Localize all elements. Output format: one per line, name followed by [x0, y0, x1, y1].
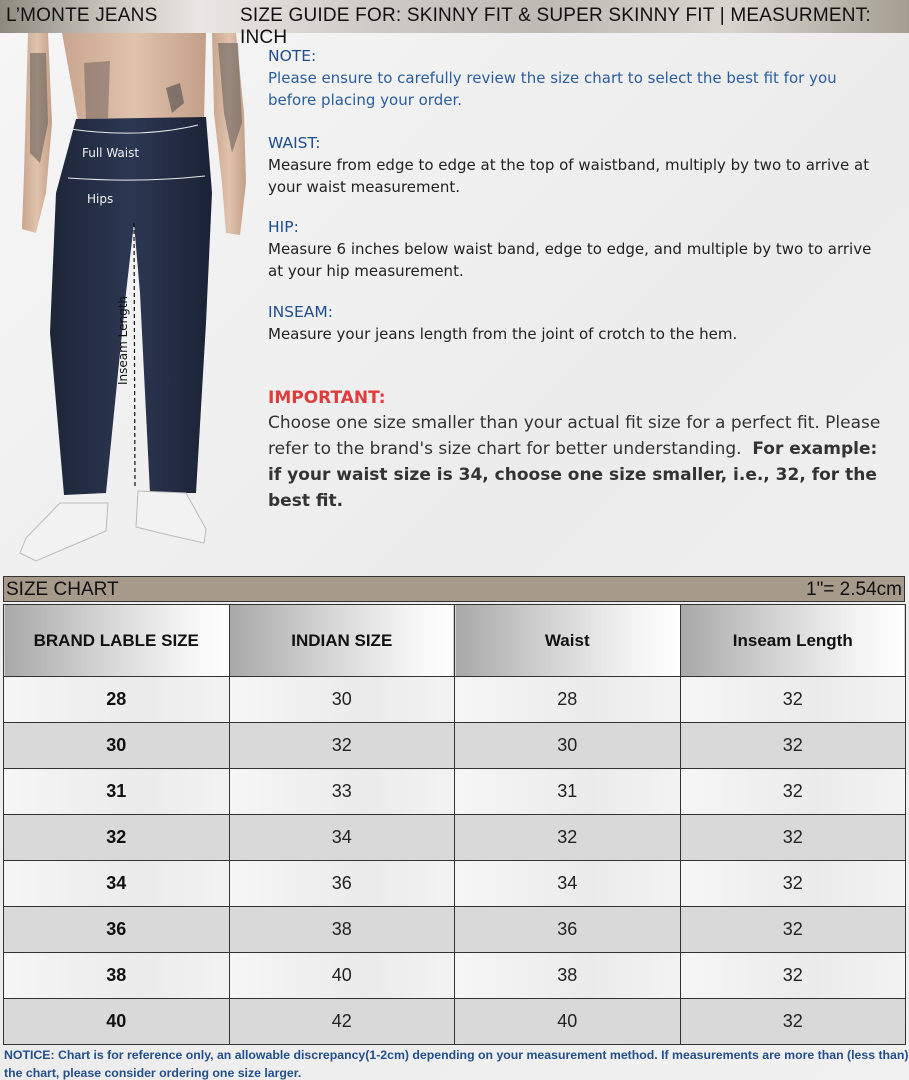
- guide-title: SIZE GUIDE FOR: SKINNY FIT & SUPER SKINNY FIT | MEASURMENT: INCH: [240, 5, 871, 48]
- cell-indian-size: 30: [229, 677, 455, 723]
- table-row: [4, 999, 906, 1045]
- table-row: [4, 861, 906, 907]
- table-row: [4, 677, 906, 723]
- table-row: [4, 953, 906, 999]
- important-section: [268, 386, 888, 514]
- header-bar: [0, 0, 909, 48]
- cell-inseam: 32: [680, 999, 906, 1045]
- size-chart-table: [3, 604, 906, 1045]
- cell-waist: 34: [455, 861, 681, 907]
- size-chart-bar: [3, 576, 905, 602]
- cell-inseam: 32: [680, 953, 906, 999]
- brand-name: L’MONTE JEANS: [6, 5, 158, 26]
- cell-brand-size: 30: [4, 723, 230, 769]
- waist-body: Measure from edge to edge at the top of waistband, multiply by two to arrive at your waist measurement.: [268, 156, 870, 196]
- hips-label: Hips: [87, 192, 114, 206]
- cell-indian-size: 33: [229, 769, 455, 815]
- important-title: IMPORTANT:: [268, 388, 386, 408]
- notice-text: NOTICE: Chart is for reference only, an allowable discrepancy(1-2cm) depending on your measurement method. If measurements are more than (less than) the chart, please consider ordering one size larger.: [4, 1048, 909, 1080]
- inseam-length-label: Inseam Length: [116, 295, 130, 385]
- cell-inseam: 32: [680, 861, 906, 907]
- hip-section: [268, 216, 888, 282]
- cell-indian-size: 40: [229, 953, 455, 999]
- cell-brand-size: 34: [4, 861, 230, 907]
- waist-title: WAIST:: [268, 134, 321, 152]
- model-figure: [0, 33, 258, 573]
- cell-indian-size: 34: [229, 815, 455, 861]
- table-row: [4, 815, 906, 861]
- col-waist: Waist: [455, 605, 681, 677]
- col-inseam-length: Inseam Length: [680, 605, 906, 677]
- col-indian-size: INDIAN SIZE: [229, 605, 455, 677]
- waist-section: [268, 132, 888, 198]
- cell-brand-size: 31: [4, 769, 230, 815]
- cell-waist: 28: [455, 677, 681, 723]
- cell-inseam: 32: [680, 723, 906, 769]
- table-row: [4, 723, 906, 769]
- inseam-body: Measure your jeans length from the joint of crotch to the hem.: [268, 325, 738, 343]
- note-title: NOTE:: [268, 47, 317, 65]
- cell-indian-size: 42: [229, 999, 455, 1045]
- important-body: [268, 410, 888, 514]
- note-body: Please ensure to carefully review the size chart to select the best fit for you before placing your order.: [268, 69, 837, 109]
- cell-brand-size: 40: [4, 999, 230, 1045]
- cell-inseam: 32: [680, 769, 906, 815]
- cell-waist: 40: [455, 999, 681, 1045]
- size-chart-title: SIZE CHART: [6, 579, 119, 600]
- table-header-row: [4, 605, 906, 677]
- cell-inseam: 32: [680, 815, 906, 861]
- cell-indian-size: 36: [229, 861, 455, 907]
- cell-waist: 31: [455, 769, 681, 815]
- cell-indian-size: 38: [229, 907, 455, 953]
- cell-brand-size: 28: [4, 677, 230, 723]
- cell-brand-size: 32: [4, 815, 230, 861]
- note-section: [268, 45, 888, 111]
- cell-inseam: 32: [680, 677, 906, 723]
- important-text: Choose one size smaller than your actual fit size for a perfect fit. Please refer to the brand's size chart for better understanding.: [268, 413, 881, 459]
- table-row: [4, 907, 906, 953]
- conversion-note: 1"= 2.54cm: [806, 579, 902, 600]
- cell-brand-size: 36: [4, 907, 230, 953]
- cell-brand-size: 38: [4, 953, 230, 999]
- important-example: For example: if your waist size is 34, choose one size smaller, i.e., 32, for the best fit.: [268, 439, 878, 511]
- hip-title: HIP:: [268, 218, 299, 236]
- cell-waist: 32: [455, 815, 681, 861]
- hip-body: Measure 6 inches below waist band, edge to edge, and multiple by two to arrive at your hip measurement.: [268, 240, 872, 280]
- col-brand-label-size: BRAND LABLE SIZE: [4, 605, 230, 677]
- cell-indian-size: 32: [229, 723, 455, 769]
- inseam-section: [268, 301, 888, 345]
- inseam-title: INSEAM:: [268, 303, 333, 321]
- cell-waist: 30: [455, 723, 681, 769]
- cell-waist: 36: [455, 907, 681, 953]
- cell-waist: 38: [455, 953, 681, 999]
- cell-inseam: 32: [680, 907, 906, 953]
- full-waist-label: Full Waist: [82, 146, 140, 160]
- table-row: [4, 769, 906, 815]
